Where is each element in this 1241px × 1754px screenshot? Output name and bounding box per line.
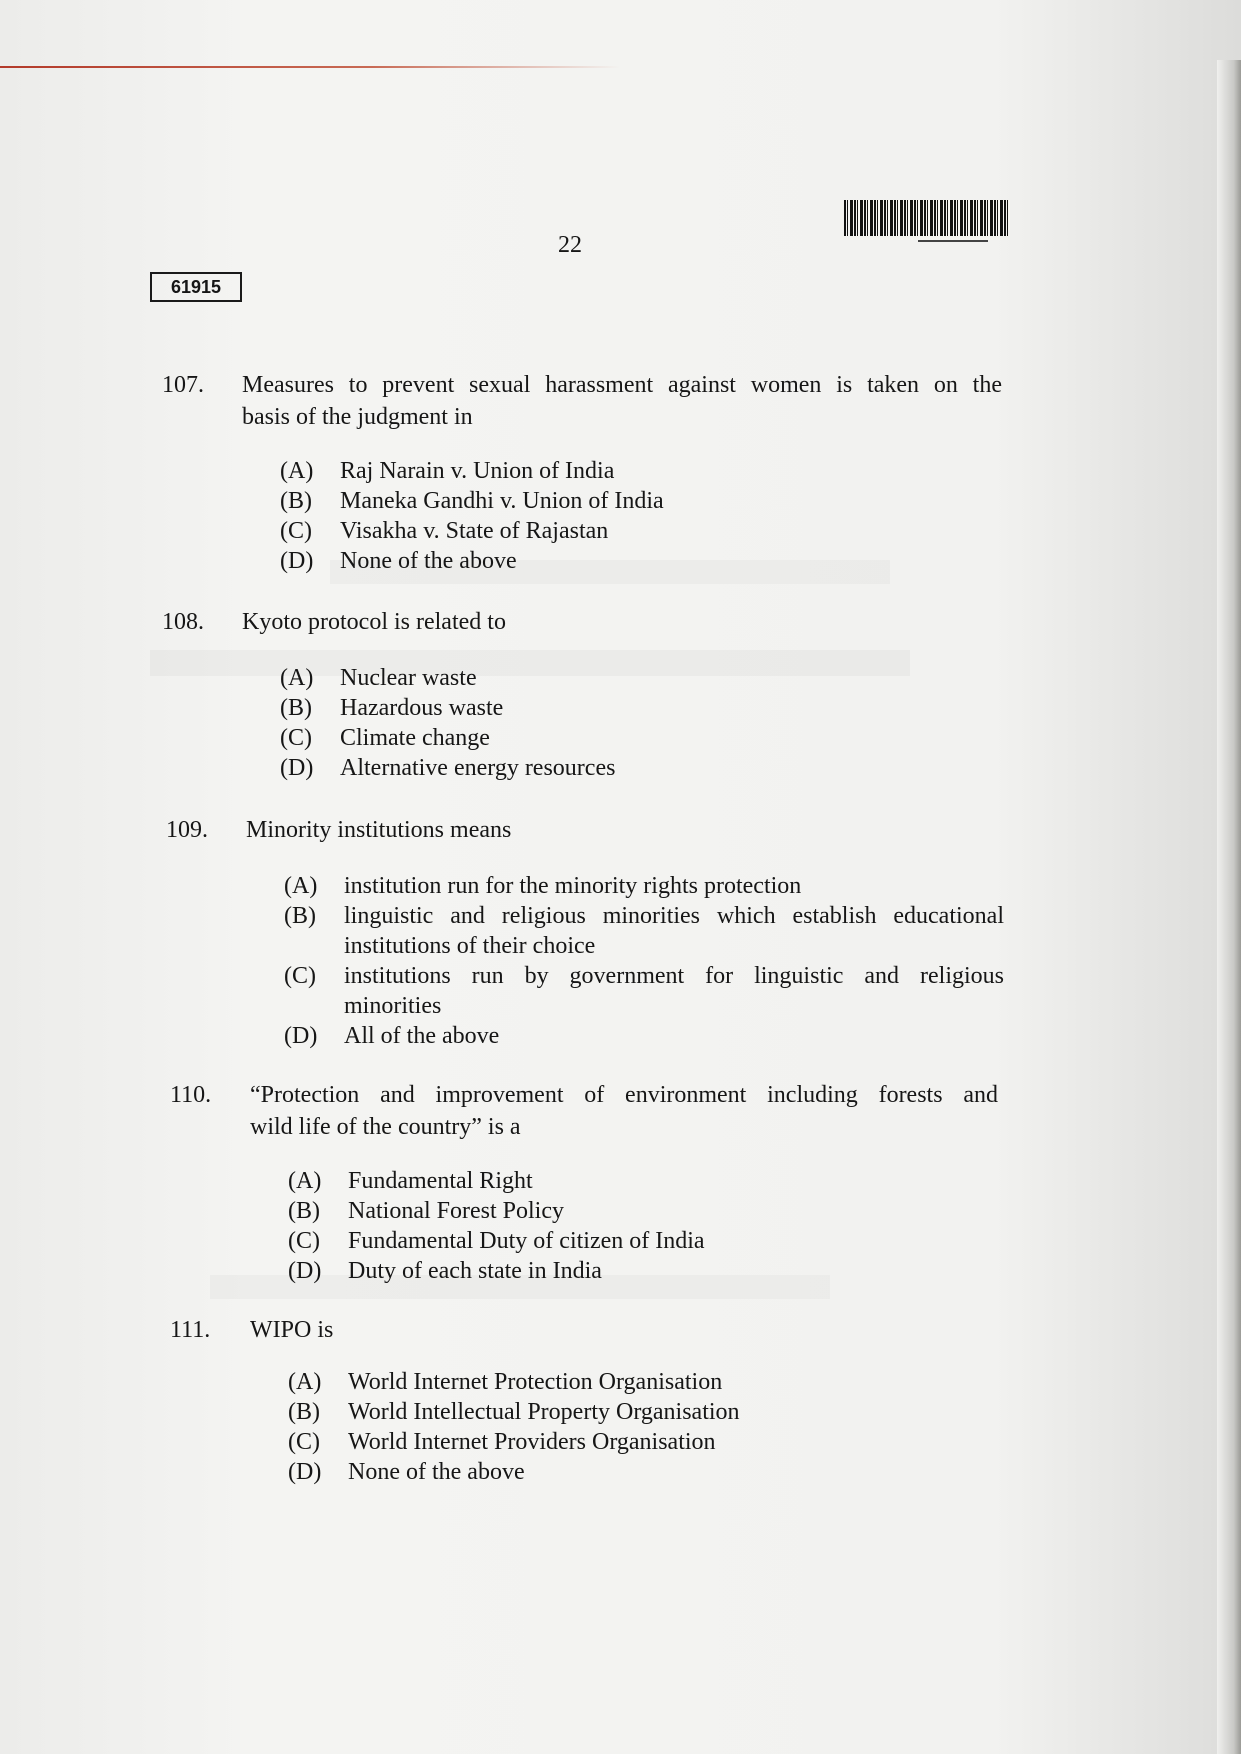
options-list [284,871,1004,1051]
question-number: 111. [170,1317,211,1343]
barcode-underline [918,240,988,242]
question-stem: Minority institutions means [246,817,512,843]
question-number: 108. [162,609,204,635]
option-d: (D) All of the above [284,1023,500,1049]
page-number: 22 [558,232,582,258]
question-stem: Kyoto protocol is related to [242,609,506,635]
barcode-icon [844,200,1010,236]
exam-page: 22 61915 107. Measures to prevent sexual harassment against women is taken on the basis of the judgment in (A) Raj Narain v. Union of India (B) Maneka Gandhi v. Union of India (C) Visakha v. State of Rajastan (D) None of the above 108. Kyoto protocol is related to (A) Nuclear waste (B) Hazardous waste (C) Climate change (D) Alternative energy resources 109. Minority institutions means (A) institution run for the minority rights protection (B) linguistic and religious minorities which establish educational institutions of their choice (C) institutions run by government for linguistic and religious minorities (D) All of the above 110. “Protection and improvement of environment including forests and wild life of the country” is a (A) Fundamental Right (B) National Forest Policy (C) Fundamental Duty of citizen of India (D) Duty of each state in India 111. WIPO is (A) World Internet Protection Organisation (B) World Intellectual Property Organisation (C) World Internet Providers Organisation (D) None of the above [0,0,1241,1754]
question-stem: “Protection and improvement of environment including forests and wild life of the country” is a [250,1082,998,1140]
option-a: (A) institution run for the minority rights protection [284,873,802,899]
question-number: 107. [162,372,204,398]
page-edge-shadow [1217,60,1241,1754]
question-stem: WIPO is [250,1317,334,1343]
top-red-line [0,66,620,68]
bleed-through-mark [150,650,910,676]
question-number: 110. [170,1082,212,1108]
option-c: (C) institutions run by government for linguistic and religious minorities [284,963,1004,1019]
question-stem: Measures to prevent sexual harassment against women is taken on the basis of the judgment in [242,372,1002,430]
option-b: (B) linguistic and religious minorities which establish educational institutions of their choice [284,903,1004,959]
question-number: 109. [166,817,208,843]
paper-code-box: 61915 [150,272,242,302]
